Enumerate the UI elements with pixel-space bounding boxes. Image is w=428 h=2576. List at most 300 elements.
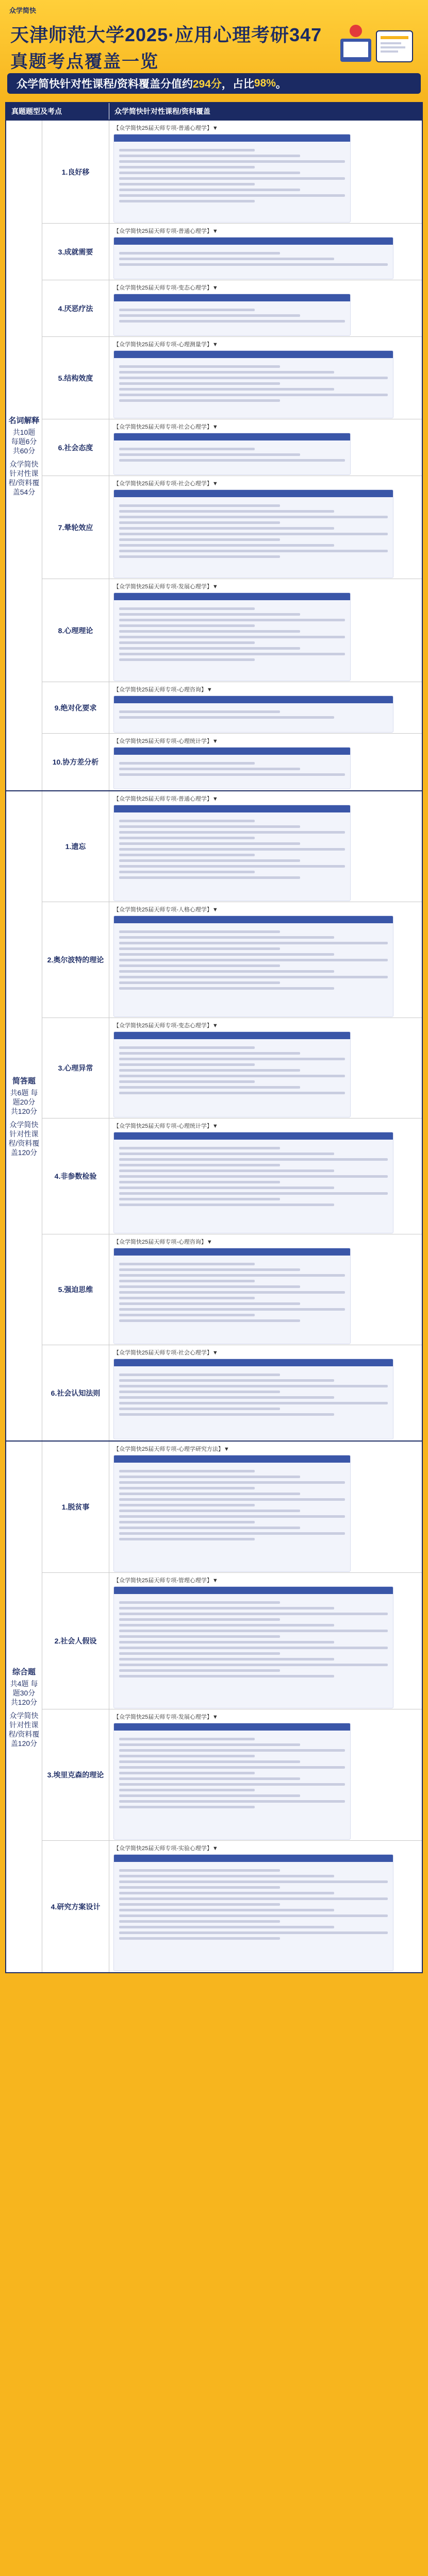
preview-header-bar — [114, 748, 350, 755]
preview-line — [119, 970, 334, 973]
topic-name: 2.社会人假设 — [42, 1573, 109, 1709]
preview-line — [119, 1175, 388, 1178]
preview-lines — [114, 1587, 393, 1685]
coverage-source: 【众学简快25届天师专项-实验心理学】▼ — [113, 1845, 218, 1852]
topic-name: 4.非参数检验 — [42, 1118, 109, 1234]
preview-line — [119, 309, 255, 311]
section-label — [6, 121, 42, 790]
preview-line — [119, 607, 255, 610]
preview-line — [119, 1766, 345, 1769]
material-preview[interactable] — [113, 696, 393, 733]
topic-name: 6.社会认知法则 — [42, 1345, 109, 1440]
material-preview[interactable] — [113, 1455, 351, 1572]
preview-line — [119, 959, 388, 961]
preview-line — [119, 854, 255, 856]
coverage-source: 【众学简快25届天师专项-心理咨询】▼ — [113, 687, 212, 693]
table-row — [42, 1841, 422, 1972]
preview-lines — [114, 1248, 350, 1329]
preview-line — [119, 258, 334, 260]
section-type: 综合题 — [12, 1667, 36, 1676]
material-preview[interactable] — [113, 1031, 351, 1117]
material-preview[interactable] — [113, 916, 393, 1017]
preview-line — [119, 1263, 255, 1265]
preview-header-bar — [114, 490, 393, 497]
material-preview[interactable] — [113, 1248, 351, 1344]
coverage-source: 【众学简快25届天师专项-变态心理学】▼ — [113, 1023, 218, 1029]
preview-line — [119, 1903, 280, 1906]
preview-header-bar — [114, 433, 350, 440]
preview-line — [119, 1914, 388, 1917]
preview-line — [119, 504, 280, 507]
preview-line — [119, 1181, 280, 1183]
coverage-source: 【众学简快25届天师专项-人格心理学】▼ — [113, 907, 218, 913]
topic-name: 3.成就需要 — [42, 224, 109, 280]
material-preview[interactable] — [113, 433, 351, 475]
preview-line — [119, 1498, 345, 1501]
coverage-source: 【众学简快25届天师专项-社会心理学】▼ — [113, 1350, 218, 1356]
preview-header-bar — [114, 1359, 393, 1366]
preview-line — [119, 1297, 255, 1299]
preview-lines — [114, 1723, 350, 1816]
material-preview[interactable] — [113, 747, 351, 789]
preview-line — [119, 172, 300, 174]
coverage-cell — [109, 1442, 422, 1572]
table-row — [42, 1234, 422, 1345]
coverage-cell — [109, 579, 422, 682]
preview-line — [119, 1624, 334, 1626]
preview-line — [119, 1789, 255, 1791]
preview-line — [119, 1920, 280, 1923]
preview-line — [119, 320, 345, 323]
coverage-source: 【众学简快25届天师专项-心理统计学】▼ — [113, 1123, 218, 1129]
coverage-table — [5, 102, 423, 1973]
table-row — [42, 1709, 422, 1841]
preview-line — [119, 1396, 334, 1399]
preview-lines — [114, 1032, 350, 1101]
banner-suffix: 。 — [275, 78, 287, 90]
preview-line — [119, 388, 334, 391]
preview-line — [119, 619, 345, 621]
material-preview[interactable] — [113, 1723, 351, 1840]
preview-line — [119, 871, 255, 873]
preview-line — [119, 1164, 280, 1166]
coverage-cell — [109, 1573, 422, 1709]
preview-line — [119, 876, 300, 879]
table-row — [42, 224, 422, 280]
preview-line — [119, 636, 345, 638]
section-coverage: 众学简快针对性课程/资料覆盖120分 — [8, 1120, 40, 1157]
preview-line — [119, 1063, 255, 1066]
preview-line — [119, 459, 345, 462]
preview-line — [119, 1641, 334, 1643]
preview-line — [119, 820, 255, 822]
coverage-source: 【众学简快25届天师专项-普通心理学】▼ — [113, 228, 218, 234]
preview-line — [119, 1086, 300, 1089]
table-body — [6, 120, 422, 1972]
preview-line — [119, 1783, 345, 1786]
preview-line — [119, 263, 388, 266]
section-type: 名词解释 — [8, 416, 40, 425]
table-row — [42, 280, 422, 337]
preview-line — [119, 1374, 280, 1376]
topic-name: 1.遗忘 — [42, 791, 109, 902]
preview-line — [119, 831, 345, 834]
preview-line — [119, 848, 345, 851]
preview-line — [119, 768, 300, 770]
preview-line — [119, 160, 345, 163]
material-preview[interactable] — [113, 350, 393, 418]
section-label — [6, 791, 42, 1440]
table-header — [6, 103, 422, 120]
preview-line — [119, 953, 334, 956]
preview-line — [119, 837, 255, 839]
coverage-cell — [109, 1118, 422, 1234]
preview-header-bar — [114, 1855, 393, 1862]
preview-line — [119, 1875, 334, 1877]
topic-name: 4.厌恶疗法 — [42, 280, 109, 336]
table-row — [42, 791, 422, 902]
preview-line — [119, 1630, 388, 1632]
coverage-source: 【众学简快25届天师专项-变态心理学】▼ — [113, 285, 218, 291]
preview-line — [119, 252, 280, 255]
preview-line — [119, 1613, 388, 1615]
material-preview[interactable] — [113, 1854, 393, 1971]
coverage-source: 【众学简快25届天师专项-社会心理学】▼ — [113, 481, 218, 487]
coverage-cell — [109, 121, 422, 223]
preview-line — [119, 987, 334, 990]
preview-line — [119, 653, 345, 655]
preview-header-bar — [114, 134, 350, 142]
preview-line — [119, 189, 300, 191]
coverage-cell — [109, 682, 422, 733]
preview-line — [119, 930, 280, 933]
preview-line — [119, 1772, 255, 1774]
table-section — [6, 1440, 422, 1972]
coverage-source: 【众学简快25届天师专项-发展心理学】▼ — [113, 584, 218, 590]
preview-line — [119, 1527, 300, 1529]
coverage-cell — [109, 280, 422, 336]
preview-line — [119, 1052, 300, 1055]
coverage-source: 【众学简快25届天师专项-心理学研究方法】▼ — [113, 1446, 229, 1452]
coverage-cell — [109, 734, 422, 790]
preview-line — [119, 1897, 388, 1900]
table-row — [42, 1018, 422, 1118]
preview-line — [119, 1314, 255, 1316]
preview-line — [119, 200, 255, 202]
coverage-cell — [109, 1345, 422, 1440]
preview-line — [119, 1487, 255, 1489]
preview-line — [119, 1635, 280, 1638]
preview-line — [119, 1391, 280, 1393]
preview-line — [119, 1538, 255, 1540]
preview-line — [119, 773, 345, 776]
topic-name: 9.绝对化要求 — [42, 682, 109, 733]
preview-line — [119, 394, 388, 396]
preview-line — [119, 1652, 280, 1655]
topic-name: 8.心理理论 — [42, 579, 109, 682]
material-preview[interactable] — [113, 237, 393, 279]
preview-line — [119, 149, 255, 151]
preview-header-bar — [114, 238, 393, 245]
banner-percent: 98% — [254, 77, 276, 89]
preview-line — [119, 630, 300, 633]
coverage-source: 【众学简快25届天师专项-普通心理学】▼ — [113, 796, 218, 802]
column-header-coverage: 众学简快针对性课程/资料覆盖 — [114, 107, 210, 115]
preview-line — [119, 1675, 334, 1677]
preview-line — [119, 550, 388, 552]
preview-line — [119, 1869, 280, 1872]
coverage-cell — [109, 1841, 422, 1972]
preview-line — [119, 155, 300, 157]
preview-line — [119, 716, 334, 719]
preview-line — [119, 399, 280, 402]
preview-header-bar — [114, 294, 350, 301]
coverage-cell — [109, 1018, 422, 1118]
preview-line — [119, 1515, 345, 1518]
preview-line — [119, 859, 300, 862]
preview-line — [119, 981, 280, 984]
preview-line — [119, 1402, 388, 1404]
preview-line — [119, 194, 345, 197]
preview-lines — [114, 490, 393, 565]
material-preview[interactable] — [113, 592, 351, 681]
topic-name: 7.晕轮效应 — [42, 476, 109, 579]
preview-header-bar — [114, 1723, 350, 1731]
preview-line — [119, 371, 334, 374]
preview-line — [119, 1777, 300, 1780]
preview-line — [119, 1385, 388, 1387]
preview-line — [119, 521, 280, 524]
preview-line — [119, 382, 280, 385]
preview-line — [119, 1510, 300, 1512]
preview-line — [119, 1291, 345, 1294]
preview-line — [119, 1170, 334, 1172]
preview-line — [119, 448, 255, 450]
preview-line — [119, 947, 280, 950]
preview-lines — [114, 805, 350, 886]
topic-name: 3.埃里克森的理论 — [42, 1709, 109, 1840]
coverage-source: 【众学简快25届天师专项-管理心理学】▼ — [113, 1578, 218, 1584]
preview-line — [119, 1755, 255, 1757]
material-preview[interactable] — [113, 1132, 393, 1233]
preview-line — [119, 555, 280, 558]
preview-header-bar — [114, 696, 393, 703]
preview-line — [119, 1476, 300, 1478]
table-row — [42, 734, 422, 790]
preview-line — [119, 1268, 300, 1271]
preview-line — [119, 613, 300, 616]
preview-line — [119, 533, 388, 535]
material-preview[interactable] — [113, 294, 351, 336]
table-section — [6, 790, 422, 1440]
preview-line — [119, 1880, 388, 1883]
preview-line — [119, 1886, 280, 1889]
table-row — [42, 902, 422, 1018]
material-preview[interactable] — [113, 805, 351, 901]
preview-line — [119, 1158, 388, 1161]
preview-line — [119, 377, 388, 379]
material-preview[interactable] — [113, 1586, 393, 1708]
brand-logo: 众学简快 — [9, 7, 37, 14]
preview-line — [119, 710, 280, 713]
banner-mid: ，占比 — [221, 78, 254, 90]
preview-line — [119, 1607, 334, 1609]
section-label — [6, 1442, 42, 1972]
preview-line — [119, 1308, 345, 1311]
topic-name: 4.研究方案设计 — [42, 1841, 109, 1972]
coverage-source: 【众学简快25届天师专项-心理咨询】▼ — [113, 1239, 212, 1245]
preview-line — [119, 1909, 334, 1911]
preview-lines — [114, 916, 393, 997]
preview-line — [119, 1147, 280, 1149]
preview-lines — [114, 134, 350, 210]
coverage-banner — [7, 73, 421, 94]
preview-line — [119, 1669, 280, 1672]
table-row — [42, 1442, 422, 1573]
preview-line — [119, 1532, 345, 1535]
preview-line — [119, 641, 255, 644]
preview-line — [119, 1080, 255, 1083]
coverage-cell — [109, 419, 422, 476]
table-row — [42, 476, 422, 579]
table-row — [42, 579, 422, 682]
preview-line — [119, 1738, 255, 1740]
preview-header-bar — [114, 1455, 350, 1463]
section-score: 共10题 每题6分 共60分 — [11, 428, 37, 455]
preview-line — [119, 1204, 334, 1206]
preview-lines — [114, 1455, 350, 1548]
page-title: 天津师范大学2025·应用心理考研347 — [10, 24, 322, 45]
preview-line — [119, 1302, 300, 1305]
preview-line — [119, 1658, 334, 1660]
table-row — [42, 1118, 422, 1234]
preview-line — [119, 1892, 334, 1894]
preview-line — [119, 1664, 388, 1666]
preview-header-bar — [114, 1032, 350, 1039]
preview-line — [119, 1504, 255, 1506]
preview-header-bar — [114, 1248, 350, 1256]
material-preview[interactable] — [113, 489, 393, 578]
table-row — [42, 337, 422, 419]
column-header-topic: 真题题型及考点 — [6, 103, 109, 120]
preview-line — [119, 544, 334, 547]
coverage-cell — [109, 1234, 422, 1345]
preview-line — [119, 314, 300, 317]
preview-line — [119, 177, 345, 180]
table-row — [42, 1573, 422, 1709]
preview-line — [119, 647, 300, 650]
coverage-cell — [109, 476, 422, 579]
preview-line — [119, 658, 255, 661]
preview-line — [119, 1069, 300, 1072]
preview-lines — [114, 351, 393, 409]
coverage-source: 【众学简快25届天师专项-普通心理学】▼ — [113, 125, 218, 131]
topic-name: 3.心理异常 — [42, 1018, 109, 1118]
preview-line — [119, 865, 345, 868]
topic-name: 10.协方差分析 — [42, 734, 109, 790]
coverage-cell — [109, 224, 422, 280]
preview-line — [119, 1937, 280, 1940]
preview-line — [119, 1413, 334, 1416]
preview-line — [119, 1800, 345, 1803]
section-type: 简答题 — [12, 1076, 36, 1086]
preview-line — [119, 842, 300, 845]
coverage-cell — [109, 902, 422, 1018]
section-score: 共4题 每题30分 共120分 — [10, 1679, 38, 1706]
header — [0, 0, 428, 98]
material-preview[interactable] — [113, 1359, 393, 1439]
section-coverage: 众学简快针对性课程/资料覆盖54分 — [8, 460, 40, 496]
preview-header-bar — [114, 916, 393, 923]
banner-score: 294分 — [192, 78, 222, 90]
preview-line — [119, 762, 255, 765]
preview-line — [119, 538, 280, 541]
preview-line — [119, 1760, 300, 1763]
preview-line — [119, 453, 300, 456]
topic-name: 1.脱贫事 — [42, 1442, 109, 1572]
preview-line — [119, 1926, 334, 1928]
preview-line — [119, 166, 255, 168]
preview-line — [119, 1470, 255, 1472]
material-preview[interactable] — [113, 134, 351, 223]
preview-lines — [114, 1359, 393, 1423]
preview-line — [119, 527, 334, 530]
preview-line — [119, 1647, 388, 1649]
preview-line — [119, 510, 334, 513]
preview-line — [119, 1153, 334, 1155]
preview-line — [119, 1408, 280, 1410]
coverage-source: 【众学简快25届天师专项-发展心理学】▼ — [113, 1714, 218, 1720]
preview-line — [119, 1521, 255, 1523]
preview-header-bar — [114, 351, 393, 358]
table-row — [42, 682, 422, 734]
topic-name: 5.强迫思维 — [42, 1234, 109, 1345]
table-row — [42, 1345, 422, 1440]
topic-name: 1.良好移 — [42, 121, 109, 223]
preview-line — [119, 936, 334, 939]
preview-header-bar — [114, 593, 350, 600]
preview-line — [119, 1931, 388, 1934]
preview-line — [119, 365, 280, 368]
topic-name: 5.结构效度 — [42, 337, 109, 419]
preview-line — [119, 942, 388, 944]
table-row — [42, 121, 422, 224]
preview-line — [119, 1046, 255, 1049]
preview-line — [119, 624, 255, 627]
preview-line — [119, 1379, 334, 1382]
coverage-source: 【众学简快25届天师专项-社会心理学】▼ — [113, 424, 218, 430]
preview-line — [119, 1092, 345, 1094]
preview-line — [119, 1285, 300, 1288]
page-subtitle: 真题考点覆盖一览 — [10, 52, 159, 72]
preview-line — [119, 1058, 345, 1060]
preview-line — [119, 183, 255, 185]
coverage-source: 【众学简快25届天师专项-心理测量学】▼ — [113, 342, 218, 348]
preview-header-bar — [114, 1132, 393, 1140]
preview-line — [119, 1601, 280, 1604]
preview-line — [119, 825, 300, 828]
banner-prefix: 众学简快针对性课程/资料覆盖分值约 — [17, 78, 193, 90]
preview-line — [119, 1794, 300, 1797]
preview-line — [119, 1618, 280, 1621]
preview-line — [119, 516, 388, 518]
section-score: 共6题 每题20分 共120分 — [10, 1088, 38, 1115]
preview-line — [119, 1198, 280, 1200]
preview-line — [119, 976, 388, 978]
preview-line — [119, 1749, 345, 1752]
table-section — [6, 120, 422, 790]
illustration-icon — [335, 21, 418, 70]
